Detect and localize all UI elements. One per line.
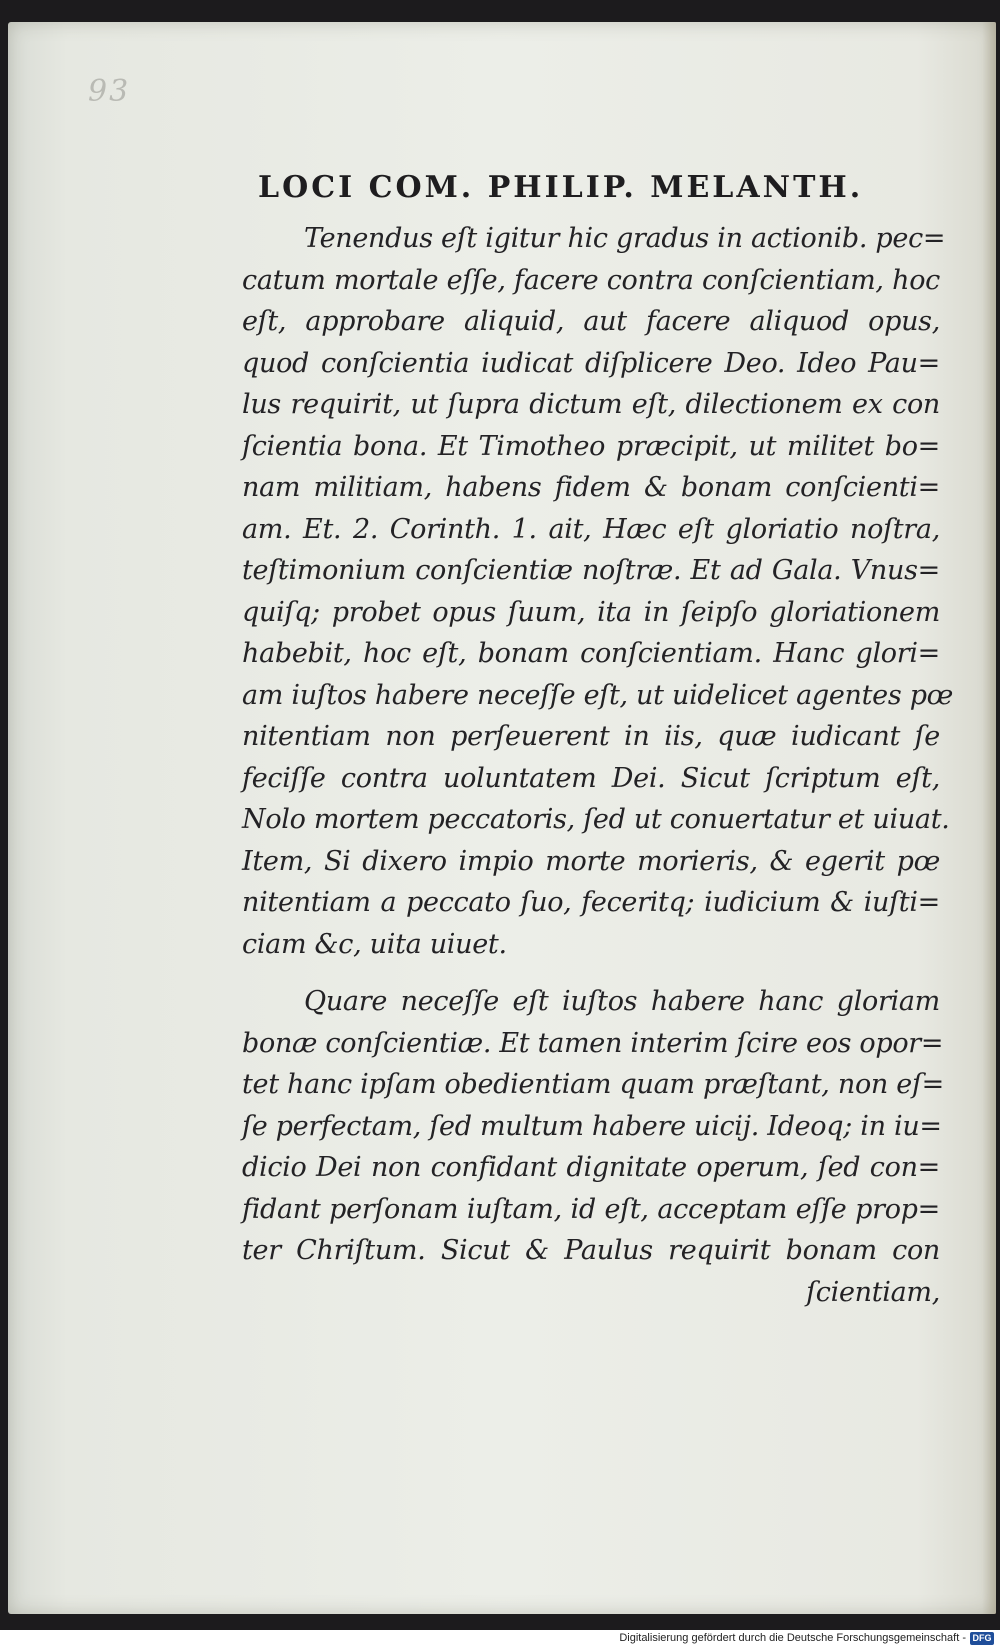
text-line: nam militiam, habens fidem & bonam conſcienti= [242, 472, 940, 503]
text-line: Quare neceſſe eſt iuſtos habere hanc gloriam [304, 986, 940, 1017]
text-line: bonæ conſcientiæ. Et tamen interim ſcire eos opor= [242, 1027, 944, 1059]
text-line: ſcientia bona. Et Timotheo præcipit, ut militet bo= [242, 430, 940, 462]
text-line: am iuſtos habere neceſſe eſt, ut uidelicet agentes pœ [242, 679, 954, 711]
text-line: teſtimonium conſcientiæ noſtræ. Et ad Gala. Vnus= [242, 555, 940, 586]
page-number: 93 [88, 74, 131, 109]
text-line: Tenendus eſt igitur hic gradus in actionib. pec= [304, 223, 946, 254]
text-line: Item, Si dixero impio morte morieris, & egerit pœ [242, 845, 940, 877]
running-header: LOCI COM. PHILIP. MELANTH. [258, 170, 864, 205]
digitization-credit: Digitalisierung gefördert durch die Deutsche Forschungsgemeinschaft - [619, 1632, 966, 1644]
text-line: lus requirit, ut ſupra dictum eſt, dilectionem ex con [242, 389, 940, 420]
text-line: tet hanc ipſam obedientiam quam præſtant, non eſ= [242, 1069, 944, 1100]
text-line: catum mortale eſſe, facere contra conſcientiam, hoc [242, 264, 940, 296]
text-line: ſe perfectam, ſed multum habere uicij. Ideoq; in iu= [242, 1110, 942, 1142]
text-line: quiſq; probet opus ſuum, ita in ſeipſo gloriationem [242, 596, 940, 628]
text-line: ter Chriſtum. Sicut & Paulus requirit bonam con [242, 1235, 940, 1266]
text-line: am. Et. 2. Corinth. 1. ait, Hæc eſt gloriatio noſtra, [242, 513, 940, 545]
text-line: fidant perſonam iuſtam, id eſt, acceptam eſſe prop= [242, 1193, 940, 1225]
body-text [242, 218, 954, 1313]
text-line: quod conſcientia iudicat diſplicere Deo. Ideo Pau= [242, 347, 940, 379]
dfg-logo: DFG [970, 1632, 994, 1645]
text-line: Nolo mortem peccatoris, ſed ut conuertatur et uiuat. [242, 804, 950, 835]
catchword: ſcientiam, [806, 1276, 940, 1308]
text-line: dicio Dei non confidant dignitate operum, ſed con= [242, 1152, 940, 1183]
text-line: nitentiam non perſeuerent in iis, quæ iudicant ſe [242, 721, 940, 752]
text-line: nitentiam a peccato ſuo, feceritq; iudicium & iuſti= [242, 887, 940, 918]
text-line: ciam &c, uita uiuet. [242, 928, 507, 960]
page-edge-shadow [982, 22, 996, 1614]
text-line: habebit, hoc eſt, bonam conſcientiam. Hanc glori= [242, 638, 940, 669]
text-line: feciſſe contra uoluntatem Dei. Sicut ſcriptum eſt, [242, 762, 940, 794]
text-line: eſt, approbare aliquid, aut facere aliquod opus, [242, 306, 940, 337]
